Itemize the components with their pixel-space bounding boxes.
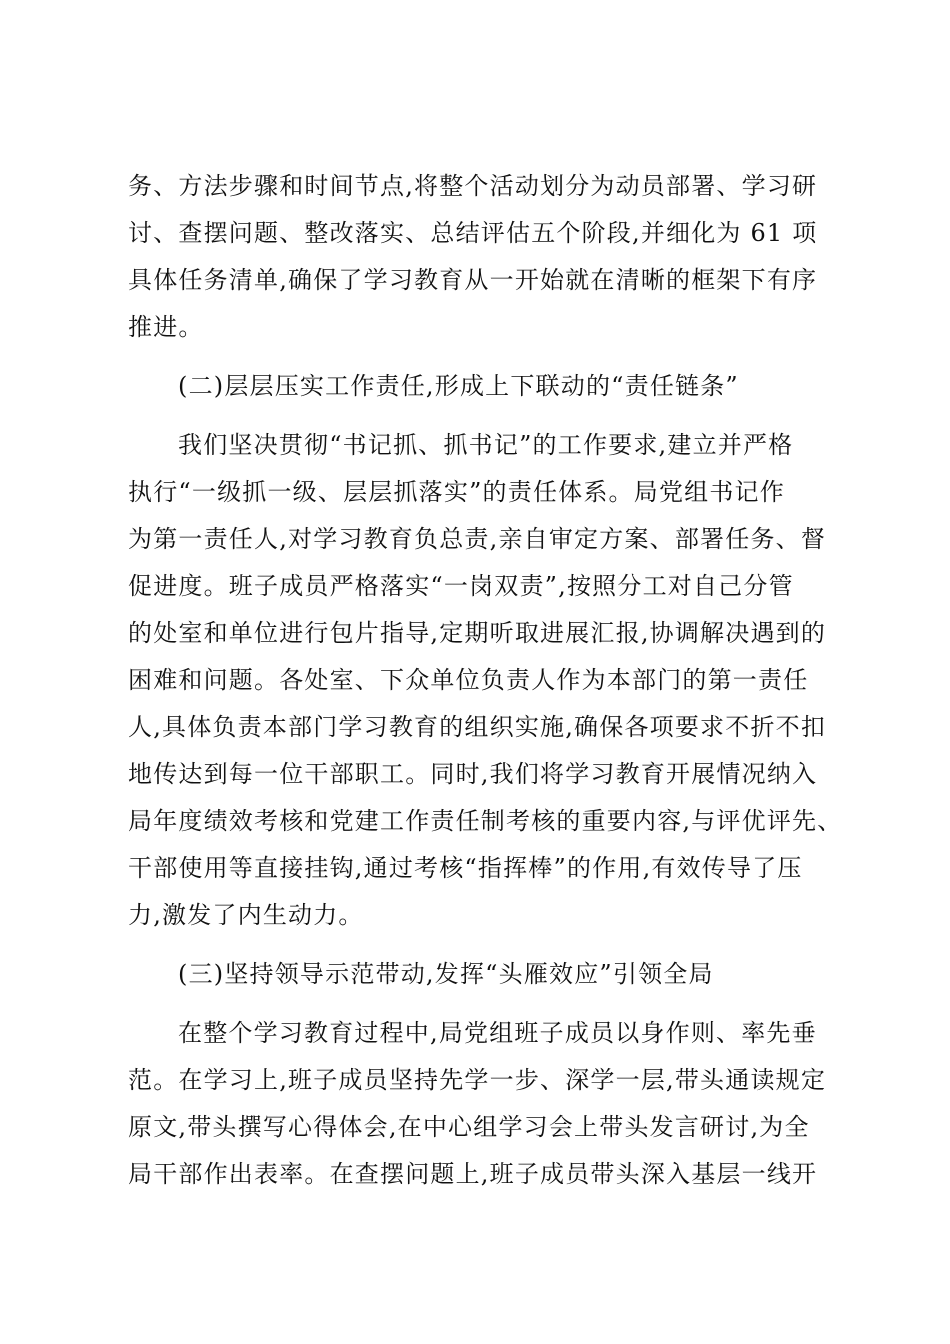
text-line: 讨、查摆问题、整改落实、总结评估五个阶段,并细化为 61 项 <box>128 219 818 247</box>
text-line: 困难和问题。各处室、下众单位负责人作为本部门的第一责任 <box>128 666 809 694</box>
text-line: 干部使用等直接挂钩,通过考核“指挥棒”的作用,有效传导了压 <box>128 854 803 882</box>
section-heading <box>128 363 832 410</box>
text-line: 务、方法步骤和时间节点,将整个活动划分为动员部署、学习研 <box>128 172 818 200</box>
text-line: 促进度。班子成员严格落实“一岗双责”,按照分工对自己分管 <box>128 572 794 600</box>
text-line: 地传达到每一位干部职工。同时,我们将学习教育开展情况纳入 <box>128 760 818 788</box>
text-line: 执行“一级抓一级、层层抓落实”的责任体系。局党组书记作 <box>128 478 785 506</box>
text-line: 原文,带头撰写心得体会,在中心组学习会上带头发言研讨,为全 <box>128 1113 810 1141</box>
paragraph <box>128 422 843 939</box>
text-line: 为第一责任人,对学习教育负总责,亲自审定方案、部署任务、督 <box>128 525 827 553</box>
text-line: 局年度绩效考核和党建工作责任制考核的重要内容,与评优评先、 <box>128 807 843 835</box>
text-line: 人,具体负责本部门学习教育的组织实施,确保各项要求不折不扣 <box>128 713 827 741</box>
paragraph <box>128 1010 832 1198</box>
text-line: 力,激发了内生动力。 <box>128 901 364 929</box>
paragraph-continuation <box>128 163 832 351</box>
text-line: 我们坚决贯彻“书记抓、抓书记”的工作要求,建立并严格 <box>178 431 794 459</box>
heading-line: (三)坚持领导示范带动,发挥“头雁效应”引领全局 <box>178 960 714 988</box>
text-line: 推进。 <box>128 313 204 341</box>
text-line: 的处室和单位进行包片指导,定期听取进展汇报,协调解决遇到的 <box>128 619 827 647</box>
text-line: 在整个学习教育过程中,局党组班子成员以身作则、率先垂 <box>178 1019 817 1047</box>
document-body <box>128 163 843 1198</box>
text-line: 局干部作出表率。在查摆问题上,班子成员带头深入基层一线开 <box>128 1160 818 1188</box>
text-line: 范。在学习上,班子成员坚持先学一步、深学一层,带头通读规定 <box>128 1066 827 1094</box>
heading-line: (二)层层压实工作责任,形成上下联动的“责任链条” <box>178 372 739 400</box>
section-heading <box>128 951 832 998</box>
text-line: 具体任务清单,确保了学习教育从一开始就在清晰的框架下有序 <box>128 266 818 294</box>
